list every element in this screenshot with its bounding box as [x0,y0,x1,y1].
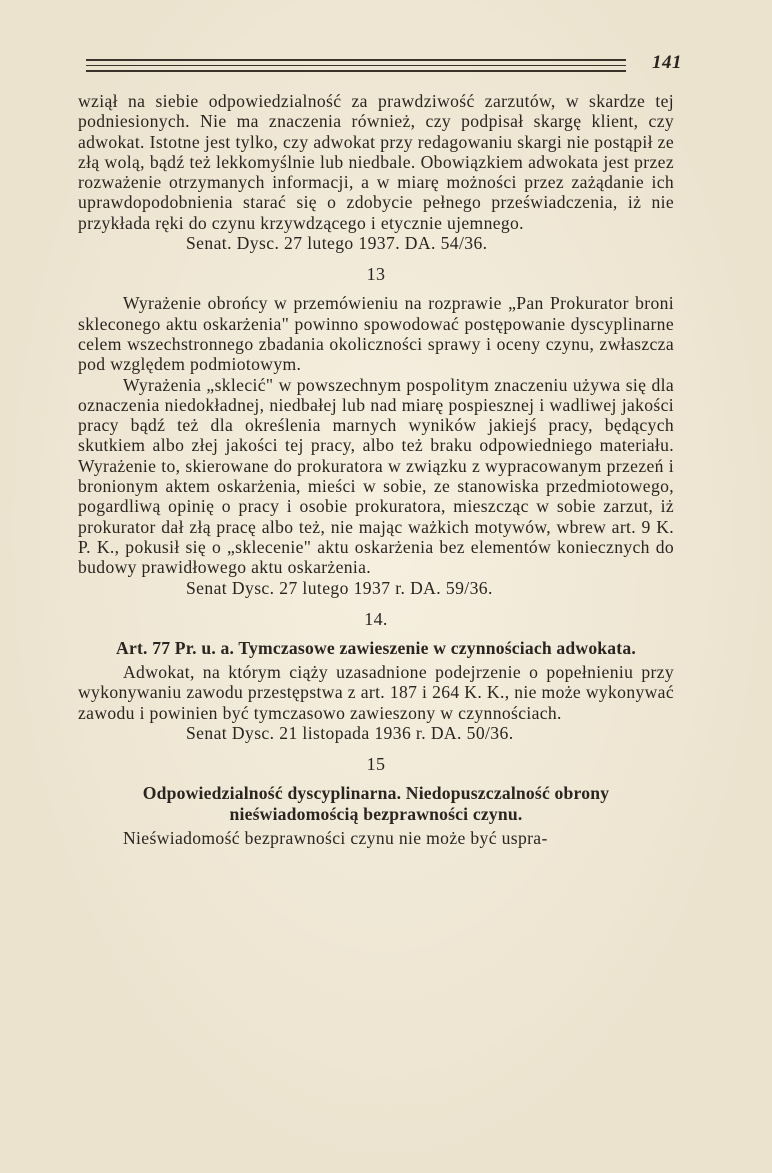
header-rule [86,70,626,72]
section-14-paragraph: Adwokat, na którym ciąży uzasadnione podejrzenie o popełnieniu przy wykonywaniu zawodu przestępstwa z art. 187 i 264 K. K., nie może wykonywać zawodu i powinien być tymczasowo zawieszony w czynnościach. [78,662,674,723]
section-15-heading: Odpowiedzialność dyscyplinarna. Niedopuszczalność obrony nieświadomością bezprawności czynu. [142,783,610,824]
section-13-paragraph-2: Wyrażenia „sklecić" w powszechnym pospolitym znaczeniu używa się dla oznaczenia niedokładnej, niedbałej lub nad miarę pospiesznej i wadliwej jakości pracy bądź też dla określenia marnych wyników jakiejś pracy, będących skutkiem albo złej jakości tej pracy, albo też braku odpowiedniego materiału. Wyrażenie to, skierowane do prokuratora w związku z wypracowanym przezeń i bronionym aktem oskarżenia, mieści w sobie, ze stanowiska przedmiotowego, pogardliwą opinię o pracy i osobie prokuratora, mieszcząc w sobie zarzut, iż prokurator dał złą pracę albo też, nie mając ważkich motywów, wbrew art. 9 K. P. K., pokusił się o „sklecenie" aktu oskarżenia bez elementów koniecznych do budowy prawidłowego aktu oskarżenia. [78,374,674,578]
section-12-citation: Senat. Dysc. 27 lutego 1937. DA. 54/36. [186,233,488,254]
section-13-citation: Senat Dysc. 27 lutego 1937 r. DA. 59/36. [186,577,493,598]
section-14-heading: Art. 77 Pr. u. a. Tymczasowe zawieszenie w czynnościach adwokata. [116,637,636,658]
section-15-paragraph: Nieświadomość bezprawności czynu nie może być uspra- [123,827,548,848]
section-14-citation: Senat Dysc. 21 listopada 1936 r. DA. 50/36. [186,723,514,744]
header-rule [86,65,626,66]
page-number: 141 [652,52,682,73]
section-14-number: 14. [364,608,388,629]
page-body [78,91,674,848]
header-rule [86,59,626,61]
section-12-paragraph: wziął na siebie odpowiedzialność za prawdziwość zarzutów, w skardze tej podniesionych. Nie ma znaczenia również, czy podpisał skargę klient, czy adwokat. Istotne jest tylko, czy adwokat przy redagowaniu skargi nie postąpił ze złą wolą, bądź też lekkomyślnie lub niedbale. Obowiązkiem adwokata jest przez rozważenie otrzymanych informacji, a w miarę możności przez zażądanie ich uprawdopodobnienia starać się o zdobycie pełnego przeświadczenia, iż nie przykłada ręki do czynu krzywdzącego i etycznie ujemnego. [78,91,674,233]
section-13-number: 13 [366,264,386,285]
section-13-paragraph-1: Wyrażenie obrońcy w przemówieniu na rozprawie „Pan Prokurator broni skleconego aktu oskarżenia" powinno spowodować postępowanie dyscyplinarne celem wszechstronnego zbadania okoliczności sprawy i oceny czynu, zwłaszcza pod względem podmiotowym. [78,293,674,375]
page-header [86,54,682,78]
section-15-number: 15 [366,754,386,775]
